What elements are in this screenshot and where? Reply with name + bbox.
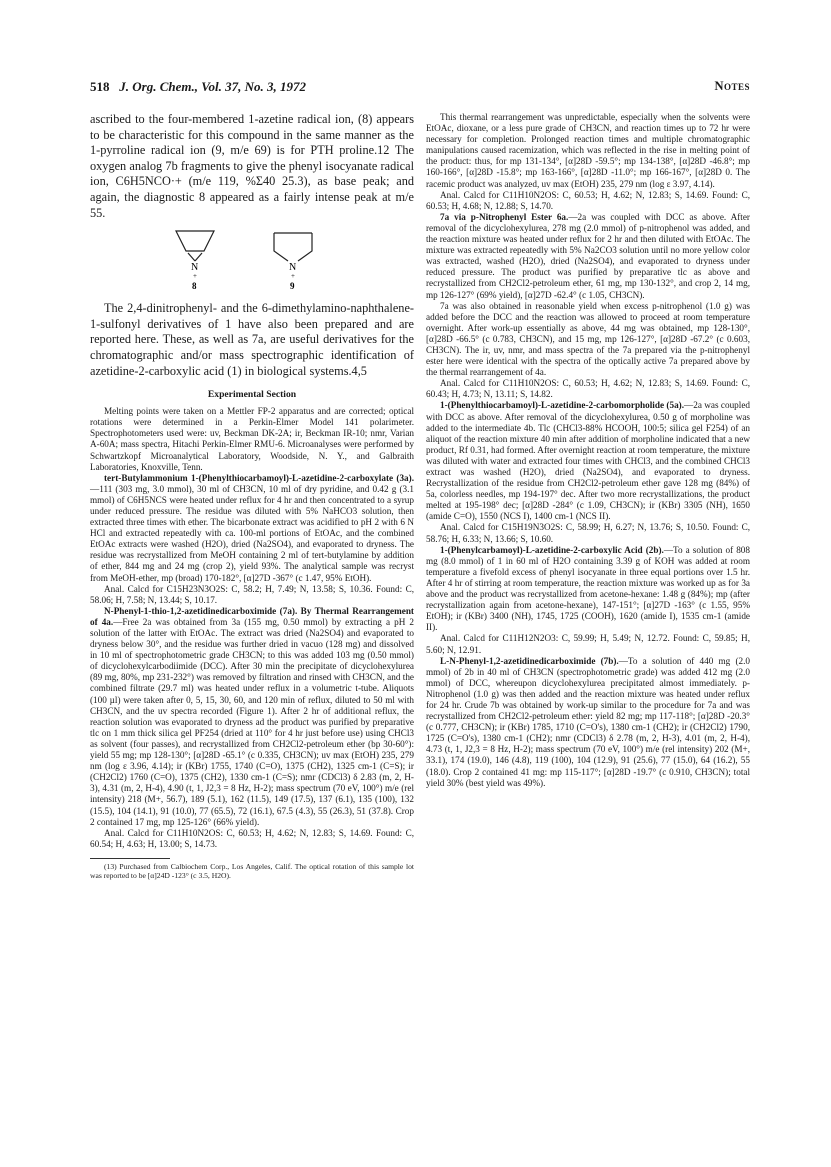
- body-paragraph: ascribed to the four-membered 1-azetine radical ion, (8) appears to be characteristic for this compound in the same manner as the 1-pyrroline radical ion (9, m/e 69) is for PTH proline.12 The oxygen analog 7b fragments to give the phenyl isocyanate radical ion, C6H5NCO·+ (m/e 119, %Σ40 25.3), as base peak; and again, the diagnostic 8 appeared as a fairly intense peak at m/e 55.: [90, 112, 414, 220]
- journal-citation: J. Org. Chem., Vol. 37, No. 3, 1972: [119, 79, 306, 94]
- right-column: [426, 112, 750, 789]
- experimental-paragraph: 1-(Phenylthiocarbamoyl)-L-azetidine-2-carbomorpholide (5a).—2a was coupled with DCC as above. After removal of the dicyclohexylurea, 0.50 g of morpholine was added to the intermediate 4b. Tlc (CHCl3-88% HCOOH, 100:5; silica gel F254) of an aliquot of the reaction mixture 40 min after addition of morpholine indicated that a new product, Rf 0.31, had formed. After overnight reaction at room temperature, the mixture was diluted with water and extracted four times with CHCl3, and the combined CHCl3 extract was washed (H2O), dried (Na2SO4), and evaporated to dryness. Recrystallization of the residue from CH2Cl2-petroleum ether gave 128 mg (84%) of 5a, colorless needles, mp 194-197° dec. After two more recrystallizations, the product melted at 195-198° dec; [α]28D -284° (c 1.09, CH3CN); ir (KBr) 3305 (NH), 1650 (amide C=O), 1550 (NCS I), 1400 cm-1 (NCS II).: [426, 400, 751, 522]
- compound-heading: tert-Butylammonium 1-(Phenylthiocarbamoyl)-L-azetidine-2-carboxylate (3a).: [104, 472, 414, 483]
- azetine-ring-icon: [170, 225, 220, 291]
- compound-heading: L-N-Phenyl-1,2-azetidinedicarboximide (7b).: [440, 655, 619, 666]
- left-column: [90, 112, 414, 880]
- structure-8: [170, 225, 220, 296]
- section-heading: Experimental Section: [207, 389, 297, 401]
- experimental-paragraph: This thermal rearrangement was unpredictable, especially when the solvents were EtOAc, dioxane, or a less pure grade of CH3CN, and reaction times up to 72 hr were necessary for completion. Prolonged reaction times and multiple chromatographic manipulations caused racemization, which was reflected in the rise in melting point of the product: thus, for mp 131-134°, [α]28D -59.5°; mp 134-138°, [α]28D -46.8°; mp 160-166°, [α]28D -15.8°; mp 163-166°, [α]28D -11.0°; mp 166-167°, [α]28D 0. The racemic product was analyzed, uv max (EtOH) 235, 279 nm (log ε 3.97, 4.14).: [426, 112, 750, 189]
- pyrroline-ring-icon: [266, 225, 320, 291]
- section-label: Notes: [714, 79, 750, 93]
- experimental-paragraph: 7a via p-Nitrophenyl Ester 6a.—2a was coupled with DCC as above. After removal of the dicyclohexylurea, 278 mg (2.0 mmol) of p-nitrophenol was added, and the reaction mixture was heated under reflux for 2 hr and then diluted with EtOAc. The mixture was extracted repeatedly with 5% Na2CO3 solution until no more yellow color was extracted, washed (H2O), dried (Na2SO4), and evaporated to dryness under reduced pressure. The product was purified by preparative tlc as above and recrystallized from CH2Cl2-petroleum ether, 61 mg, mp 130-132°, and crop 2, 14 mg, mp 126-127° (69% yield), [α]27D -62.4° (c 1.05, CH3CN).: [426, 211, 750, 300]
- page-header: [90, 79, 750, 97]
- structure-9: [266, 225, 320, 296]
- experimental-paragraph: 7a was also obtained in reasonable yield when excess p-nitrophenol (1.0 g) was added before the DCC and the reaction was allowed to proceed at room temperature overnight. After work-up essentially as above, 44 mg was obtained, mp 128-130°, [α]28D -66.5° (c 0.783, CH3CN), and 15 mg, mp 126-127°, [α]28D -67.2° (c 0.603, CH3CN). The ir, uv, nmr, and mass spectra of the 7a prepared via the p-nitrophenyl ester here were identical with the spectra of the optically active 7a prepared above by the thermal rearrangement of 4a.: [426, 300, 750, 378]
- charge-label: +: [291, 272, 295, 281]
- footnote: (13) Purchased from Calbiochem Corp., Los Angeles, Calif. The optical rotation of this sample lot was reported to be [α]24D -123° (c 3.5, H2O).: [90, 861, 414, 881]
- analysis-line: Anal. Calcd for C15H19N3O2S: C, 58.99; H, 6.27; N, 13.76; S, 10.50. Found: C, 58.76; H, 6.33; N, 13.66; S, 10.60.: [426, 522, 750, 544]
- analysis-line: Anal. Calcd for C15H23N3O2S: C, 58.2; H, 7.49; N, 13.58; S, 10.36. Found: C, 58.06; H, 7.58; N, 13.44; S, 10.17.: [90, 583, 414, 605]
- nitrogen-label: N: [191, 262, 199, 274]
- compound-number: 9: [290, 281, 295, 292]
- compound-heading: 1-(Phenylthiocarbamoyl)-L-azetidine-2-carbomorpholide (5a).: [440, 400, 685, 411]
- compound-number: 8: [192, 281, 197, 292]
- compound-heading: N-Phenyl-1-thio-1,2-azetidinedicarboximide (7a). By Thermal Rearrangement of 4a.: [90, 605, 414, 627]
- experimental-paragraph: Melting points were taken on a Mettler FP-2 apparatus and are corrected; optical rotations were determined in a Perkin-Elmer Model 141 polarimeter. Spectrophotometers used were: uv, Beckman DK-2A; ir, Beckman IR-10; nmr, Varian A-60A; mass spectra, Hitachi Perkin-Elmer RMU-6. Microanalyses were performed by Schwartzkopf Microanalytical Laboratory, Woodside, N. Y., and Galbraith Laboratories, Knoxville, Tenn.: [90, 406, 414, 472]
- footnote-divider: [90, 858, 170, 859]
- structures-8-9: [90, 225, 414, 295]
- page-number: 518: [90, 79, 110, 94]
- analysis-line: Anal. Calcd for C11H10N2OS: C, 60.53; H, 4.62; N, 12.83; S, 14.69. Found: C, 60.53; H, 4.68; N, 12.88; S, 14.70.: [426, 189, 750, 211]
- nitrogen-label: N: [289, 262, 297, 274]
- experimental-paragraph: L-N-Phenyl-1,2-azetidinedicarboximide (7b).—To a solution of 440 mg (2.0 mmol) of 2b in 40 ml of CH3CN (spectrophotometric grade) was added 412 mg (2.0 mmol) of DCC, whereupon dicyclohexylurea precipitated almost immediately. p-Nitrophenol (1.0 g) was then added and the reaction mixture was heated under reflux for 24 hr. Crude 7b was obtained by work-up similar to the procedure for 7a and was recrystallized from CH2Cl2-petroleum ether: yield 82 mg; mp 117-118°; [α]28D -20.3° (c 0.777, CH3CN); ir (KBr) 1785, 1710 (C=O's), 1380 cm-1 (CH2); ir (CH2Cl2) 1790, 1725 (C=O's), 1380 cm-1 (CH2); nmr (CDCl3) δ 2.78 (m, 2, H-3), 4.01 (m, 2, H-4), 4.73 (t, 1, J2,3 = 8 Hz, H-2); mass spectrum (70 eV, 100°) m/e (rel intensity) 202 (M+, 33.1), 174 (19.0), 146 (4.8), 119 (100), 104 (12.9), 91 (25.6), 77 (15.0), 64 (16.2), 55 (18.0). Crop 2 contained 41 mg: mp 115-117°; [α]28D -19.7° (c 0.910, CH3CN); total yield 30% (best yield was 49%).: [426, 655, 750, 788]
- body-paragraph: The 2,4-dinitrophenyl- and the 6-dimethylamino-naphthalene-1-sulfonyl derivatives of 1 have also been prepared and are reported here. These, as well as 7a, are useful derivatives for the chromatographic and/or mass spectrographic identification of azetidine-2-carboxylic acid (1) in biological systems.4,5: [90, 301, 414, 378]
- experimental-paragraph: 1-(Phenylcarbamoyl)-L-azetidine-2-carboxylic Acid (2b).—To a solution of 808 mg (8.0 mmol) of 1 in 60 ml of H2O containing 3.39 g of KOH was added at room temperature a fivefold excess of phenyl isocyanate in three equal portions over 1.5 hr. After 4 hr of stirring at room temperature, the reaction mixture was worked up as for 3a above and the product was recrystallized from acetone-hexane: 1.48 g (84%); mp (after recrystallization again from acetone-hexane), 147-151°; [α]27D -163° (c 1.55, 95% EtOH); ir (KBr) 3400 (NH), 1745, 1725 (COOH), 1620 (amide I), 1535 cm-1 (amide II).: [426, 544, 750, 633]
- running-head: [90, 79, 306, 95]
- analysis-line: Anal. Calcd for C11H10N2OS: C, 60.53; H, 4.62; N, 12.83; S, 14.69. Found: C, 60.54; H, 4.63; H, 13.00; S, 14.73.: [90, 827, 414, 849]
- analysis-line: Anal. Calcd for C11H10N2OS: C, 60.53; H, 4.62; N, 12.83; S, 14.69. Found: C, 60.43; H, 4.73; N, 13.11; S, 14.82.: [426, 378, 750, 400]
- analysis-line: Anal. Calcd for C11H12N2O3: C, 59.99; H, 5.49; N, 12.72. Found: C, 59.85; H, 5.60; N, 12.91.: [426, 633, 750, 655]
- charge-label: +: [193, 272, 197, 281]
- compound-heading: 7a via p-Nitrophenyl Ester 6a.: [440, 211, 569, 222]
- compound-heading: 1-(Phenylcarbamoyl)-L-azetidine-2-carboxylic Acid (2b).: [440, 544, 664, 555]
- experimental-paragraph: N-Phenyl-1-thio-1,2-azetidinedicarboximide (7a). By Thermal Rearrangement of 4a.—Free 2a was obtained from 3a (155 mg, 0.50 mmol) by extracting a pH 2 solution of the latter with EtOAc. The extract was dried (Na2SO4) and evaporated to dryness below 30°, and the residue was further dried in vacuo (128 mg) and dissolved in 10 ml of spectrophotometric grade CH3CN; to this was added 103 mg (0.50 mmol) of dicyclohexylcarbodiimide (DCC). After 30 min the precipitate of dicyclohexylurea (89 mg, 80%, mp 231-232°) was removed by filtration and rinsed with CH3CN, and the combined filtrate (29.7 ml) was heated under reflux in a volumetric t-tube. Aliquots (100 µl) were taken after 0, 5, 15, 30, 60, and 120 min of reflux, diluted to 50 ml with CH3CN, and the uv spectra recorded (Figure 1). After 2 hr of additional reflux, the reaction solution was evaporated to dryness ad the product was purified by preparative tlc on 1 mm thick silica gel PF254 (dried at 110° for 4 hr just before use) using CHCl3 as solvent (four passes), and recrystallized from CH2Cl2-petroleum ether (bp 30-60°): yield 55 mg; mp 128-130°; [α]28D -65.1° (c 0.335, CH3CN); uv max (EtOH) 235, 279 nm (log ε 3.96, 4.14); ir (KBr) 1755, 1740 (C=O), 1375 (CH2), 1325 cm-1 (C=S); ir (CH2Cl2) 1760 (C=O), 1375 (CH2), 1330 cm-1 (C=S); nmr (CDCl3) δ 2.83 (m, 2, H-3), 4.31 (m, 2, H-4), 4.90 (t, 1, J2,3 = 8 Hz, H-2); mass spectrum (70 eV, 100°) m/e (rel intensity) 218 (M+, 56.7), 189 (5.1), 162 (11.5), 149 (17.5), 137 (6.1), 135 (100), 132 (15.5), 104 (14.1), 91 (10.0), 77 (65.5), 72 (16.1), 67.5 (4.3), 55 (26.3), 51 (37.8). Crop 2 contained 17 mg, mp 125-126° (66% yield).: [90, 605, 414, 827]
- experimental-paragraph: tert-Butylammonium 1-(Phenylthiocarbamoyl)-L-azetidine-2-carboxylate (3a).—111 (303 mg, 3.0 mmol), 30 ml of CH3CN, 10 ml of dry pyridine, and 0.42 g (3.1 mmol) of C6H5NCS were heated under reflux for 4 hr and then concentrated to a syrup under reduced pressure. The residue was diluted with 5% NaHCO3 solution, then extracted three times with ether. The bicarbonate extract was acidified to pH 2 with 6 N HCl and extracted repeatedly with ca. 100-ml portions of EtOAc, and the combined EtOAc extracts were washed (H2O), dried (Na2SO4), and evaporated to dryness. The residue was recrystallized from MeOH containing 2 ml of tert-butylamine by addition of ether, 844 mg and 24 mg (crop 2), yield 93%. The analytical sample was recryst from MeOH-ether, mp (broad) 170-182°, [α]27D -367° (c 1.47, 95% EtOH).: [90, 472, 414, 583]
